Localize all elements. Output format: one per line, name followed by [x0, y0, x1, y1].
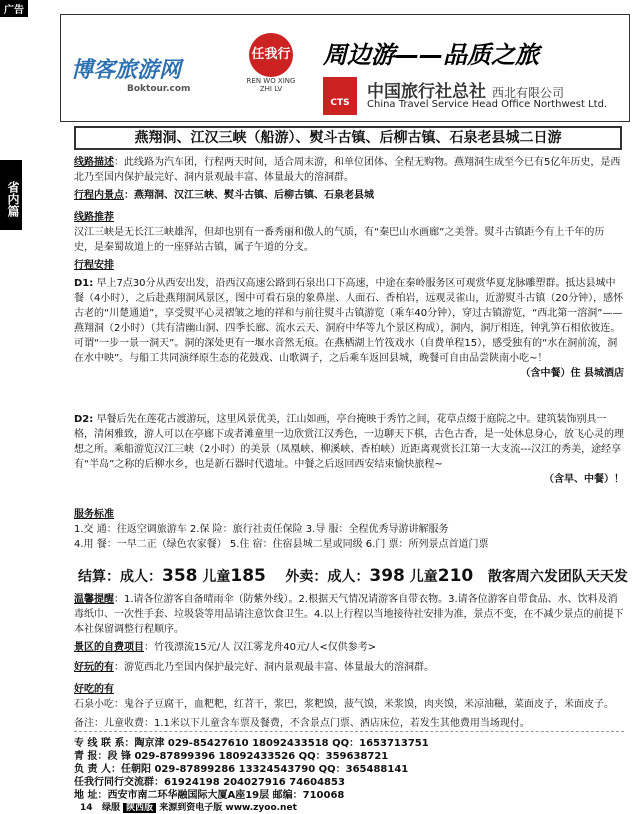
day1-text: 早上7点30分从西安出发，沿西汉高速公路到石泉出口下高速，中途在秦岭服务区可观赏华夏龙脉雕塑群。抵达县城中餐（4小时），之后赴燕翔洞风景区，图中可看石泉的象鼻崖、人面石、香柏岩，远观灵雀山，近游熨斗古镇（20分钟），感怀古老的“川楚通道”，享受熨平心灵褶皱之地的祥和与前往熨斗古镇游览（乘车40分钟），穿过古镇游览，“西北第一溶洞”——燕翔洞（2小时）（共有清幽山洞、四季长廊、流水云天、洞府中华等九个景区构成），洞内，洞厅相连，钟乳笋石相依彼连。可谓“一步一景一洞天”。洞的深处更有一堰水音然无痕。在燕栖湖上竹筏戏水（自费单程15），感受独有的“水在洞前流，洞在水中映”。与船工共同演绎原生态的花鼓戏、山歌调子，之后乘车返回县城，晚餐可自由品尝陕南小吃~！ — [74, 278, 624, 364]
spots-label: 行程内景点 — [74, 190, 124, 201]
service-standard — [74, 507, 624, 552]
day2-tag: D2: — [74, 414, 94, 425]
recommend-text: 汉江三峡是无长江三峡雄浑，但却也别有一番秀丽和傲人的气质，有“秦巴山水画廊”之美誉。熨斗古镇距今有上千年的历史，是秦蜀故道上的一座驿站古镇，属子午道的分支。 — [74, 227, 605, 253]
self-pay-text: ：竹筏漂流15元/人 汉江雾龙舟40元/人<仅供参考> — [144, 642, 377, 653]
ad-tag: 广告 — [0, 0, 28, 17]
tips-block — [74, 592, 624, 637]
boktour-logo-text: 博客旅游网 — [71, 58, 182, 83]
section-tab: 省内篇 — [0, 160, 22, 230]
settle-label: 结算：成人： — [78, 569, 162, 585]
settle-child-price: 185 — [230, 566, 266, 586]
boktour-logo — [71, 53, 190, 94]
renwoxing-logo-sub: REN WO XING ZHI LV — [246, 77, 296, 93]
slogan: 周边游——品质之旅 — [323, 41, 539, 69]
header-banner — [60, 14, 630, 122]
cts-logo — [323, 77, 623, 117]
tips-label: 温馨提醒 — [74, 594, 114, 605]
service-line-2: 4.用 餐：一早二正（绿色农家餐） 5.住 宿：住宿县城二星或同级 6.门 票：所列景点首道门票 — [74, 539, 489, 550]
footer — [80, 800, 297, 813]
retail-label: 外卖：成人： — [285, 569, 370, 585]
page-number: 14 — [80, 803, 93, 813]
day1-meal: （含中餐）住 县城酒店 — [520, 368, 624, 379]
renwoxing-logo-mark: 任我行 — [249, 33, 293, 77]
self-pay-label: 景区的自费项目 — [74, 642, 144, 653]
spots-text: ：燕翔洞、汉江三峡、熨斗古镇、后柳古镇、石泉老县城 — [124, 190, 374, 201]
retail-adult-price: 398 — [369, 566, 405, 586]
retail-child-price: 210 — [437, 566, 474, 586]
footer-brand-2: 陕西版 — [123, 803, 156, 813]
departure-note: 散客周六发团队天天发 — [487, 569, 628, 585]
route-spots — [74, 188, 624, 203]
day1-tag: D1: — [74, 278, 94, 289]
retail-child-label: 儿童 — [409, 569, 438, 585]
self-pay-block — [74, 640, 624, 655]
tips-text: ：1.请各位游客自备晴雨伞（防紫外线）。2.根据天气情况请游客自带衣物。3.请各位游客自带食品、水、饮料及消毒纸巾、一次性手套、垃圾袋等用品请注意饮食卫生。4.以上行程以当地接待社安排为准，景点不变，在不减少景点的前提下本社保留调整行程顺序。 — [74, 594, 624, 635]
contact-row: 负 责 人：任朝阳 029-87899286 13324543790 QQ：365488141 — [74, 764, 409, 775]
route-recommend — [74, 210, 624, 255]
contact-row: 任我行同行交流群：61924198 204027916 74604853 — [74, 777, 345, 788]
schedule-label-text: 行程安排 — [74, 260, 114, 271]
day2-meal: （含早、中餐）！ — [544, 474, 624, 485]
footer-brand: 绿服 — [101, 803, 120, 813]
route-title: 燕翔洞、江汉三峡（船游）、熨斗古镇、后柳古镇、石泉老县城二日游 — [74, 126, 622, 150]
settle-adult-price: 358 — [162, 566, 198, 586]
fun-text: ：游览西北乃至国内保护最完好、洞内景观最丰富、体量最大的溶洞群。 — [114, 662, 434, 673]
contact-row: 地 址：西安市南二环华融国际大厦A座19层 邮编：710068 — [74, 790, 345, 801]
desc-label: 线路描述 — [74, 157, 114, 168]
note-text: 备注：儿童收费：1.1米以下儿童含车票及餐费，不含景点门票、酒店床位，若发生其他费用当场现付。 — [74, 718, 530, 729]
recommend-label: 线路推荐 — [74, 212, 114, 223]
service-label: 服务标准 — [74, 509, 114, 520]
day2-text: 早餐后先在莲花古渡游玩，这里风景优美，江山如画，亭台掩映于秀竹之间，花草点缀于庭院之中。建筑装饰别具一格，清闲雅致，游人可以在亭廊下或者滩童里一边欣赏江汉秀色，一边聊天下棋，古色古香，是一处休息身心，放飞心灵的理想之所。乘船游览汉江三峡（2小时）的美景（凤凰峡、柳溪峡、香柏峡）近距离观赏长江第一大支流---汉江的秀美，途经享有“半岛”之称的后柳水乡，也是新石器时代遗址。中餐之后返回西安结束愉快旅程~ — [74, 414, 624, 470]
cts-english-name: China Travel Service Head Office Northwest Ltd. — [367, 99, 608, 110]
desc-text: ：此线路为汽车团，行程两天时间，适合周末游，和单位团体、全程无购物。燕翔洞生成至今已有5亿年历史，是西北乃至国内保护最完好、洞内景观最丰富、体量最大的溶洞群。 — [74, 157, 621, 183]
settle-child-label: 儿童 — [202, 569, 231, 585]
divider — [74, 731, 624, 732]
fun-label: 好玩的有 — [74, 662, 114, 673]
day1-block — [74, 276, 624, 381]
boktour-url: Boktour.com — [127, 84, 191, 94]
renwoxing-logo — [241, 33, 301, 109]
cts-region: 西北有限公司 — [492, 86, 565, 100]
food-label: 好吃的有 — [74, 684, 114, 695]
cts-mark-icon: CTS — [323, 77, 357, 115]
route-description — [74, 155, 624, 185]
note-block — [74, 716, 624, 731]
day2-block — [74, 412, 624, 487]
price-row — [78, 566, 628, 586]
fun-block — [74, 660, 624, 675]
contact-row: 青 报：段 锋 029-87899396 18092433526 QQ：359638721 — [74, 751, 389, 762]
contact-row: 专 线 联 系：陶京津 029-85427610 18092433518 QQ：1653713751 — [74, 738, 429, 749]
contact-block — [74, 734, 624, 799]
food-text: 石泉小吃：鬼谷子豆腐干，血粑粑，红苕干，浆巴，浆粑馍，菠气馍，米浆馍，肉夹馍，米凉油糍，菜面皮子，米面皮子。 — [74, 699, 614, 710]
schedule-label — [74, 258, 624, 273]
cts-name-text: 中国旅行社总社 — [367, 82, 486, 102]
food-block — [74, 682, 624, 712]
footer-tagline: 来源到资电子版 www.zyoo.net — [159, 803, 297, 813]
service-line-1: 1.交 通：往返空调旅游车 2.保 险：旅行社责任保险 3.导 服：全程优秀导游讲解服务 — [74, 524, 449, 535]
